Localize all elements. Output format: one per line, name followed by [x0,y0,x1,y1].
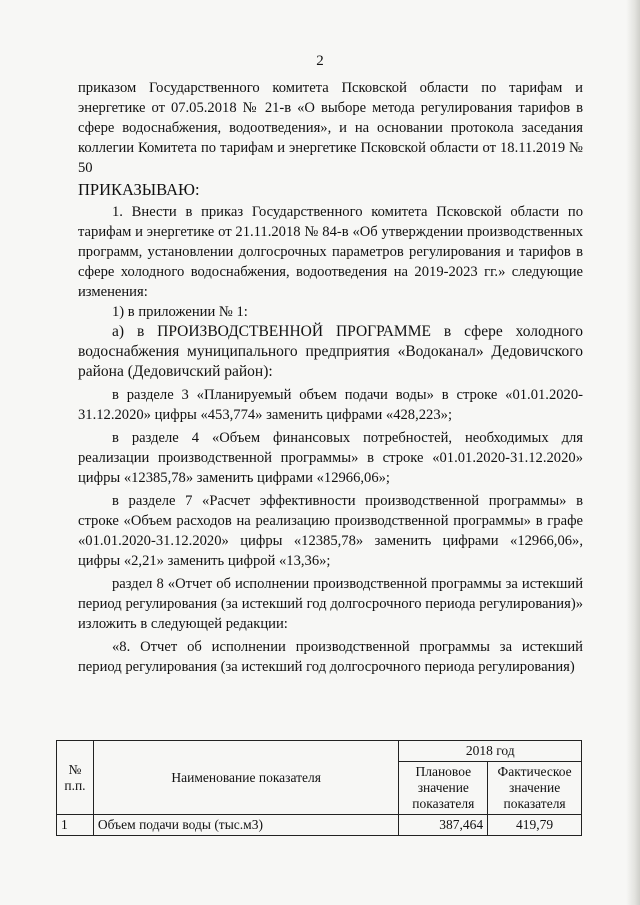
cell-plan: 387,464 [399,815,488,836]
paragraph-section-8: раздел 8 «Отчет об исполнении производственной программы за истекший период регулирования (за истекший год долгосрочного периода регулирования)» изложить в следующей редакции: [78,576,583,632]
header-fact: Фактическое значение показателя [488,762,582,815]
report-table [56,740,582,836]
paragraph-subitem-1: 1) в приложении № 1: [112,304,248,320]
paragraph-section-3: в разделе 3 «Планируемый объем подачи воды» в строке «01.01.2020-31.12.2020» цифры «453,774» заменить цифрами «428,223»; [78,387,583,423]
paragraph-section-4: в разделе 4 «Объем финансовых потребностей, необходимых для реализации производственной программы» в строке «01.01.2020-31.12.2020» цифры «12385,78» заменить цифрами «12966,06»; [78,430,583,486]
page-number: 2 [316,53,324,69]
order-heading: ПРИКАЗЫВАЮ: [78,180,200,199]
cell-fact: 419,79 [488,815,582,836]
paragraph-section-8-title: «8. Отчет об исполнении производственной программы за истекший период регулирования (за истекший год долгосрочного периода регулирования) [78,639,583,675]
header-year: 2018 год [399,741,582,762]
paragraph-intro: приказом Государственного комитета Псковской области по тарифам и энергетике от 07.05.2018 № 21-в «О выборе метода регулирования тарифов в сфере водоснабжения, водоотведения», и на основании протокола заседания коллегии Комитета по тарифам и энергетике Псковской области от 18.11.2019 № 50 [78,80,583,176]
cell-num: 1 [57,815,94,836]
table-row [57,815,582,836]
header-plan: Плановое значение показателя [399,762,488,815]
scan-edge-shadow [626,0,640,905]
paragraph-item-1: 1. Внести в приказ Государственного комитета Псковской области по тарифам и энергетике от 21.11.2018 № 84-в «Об утверждении производственных программ, установлении долгосрочных параметров регулирования и тарифов в сфере холодного водоснабжения, водоотведения на 2019-2023 гг.» следующие изменения: [78,204,583,300]
paragraph-program: а) в ПРОИЗВОДСТВЕННОЙ ПРОГРАММЕ в сфере холодного водоснабжения муниципального предприятия «Водоканал» Дедовичского района (Дедовичский район): [78,323,583,380]
paragraph-section-7: в разделе 7 «Расчет эффективности производственной программы» в строке «Объем расходов на реализацию производственной программы» в графе «01.01.2020-31.12.2020» цифры «12385,78» заменить цифрами «12966,06», цифры «2,21» заменить цифрой «13,36»; [78,493,583,569]
header-num: № п.п. [57,741,94,815]
header-name: Наименование показателя [93,741,399,815]
document-body [78,78,583,677]
cell-name: Объем подачи воды (тыс.м3) [93,815,399,836]
